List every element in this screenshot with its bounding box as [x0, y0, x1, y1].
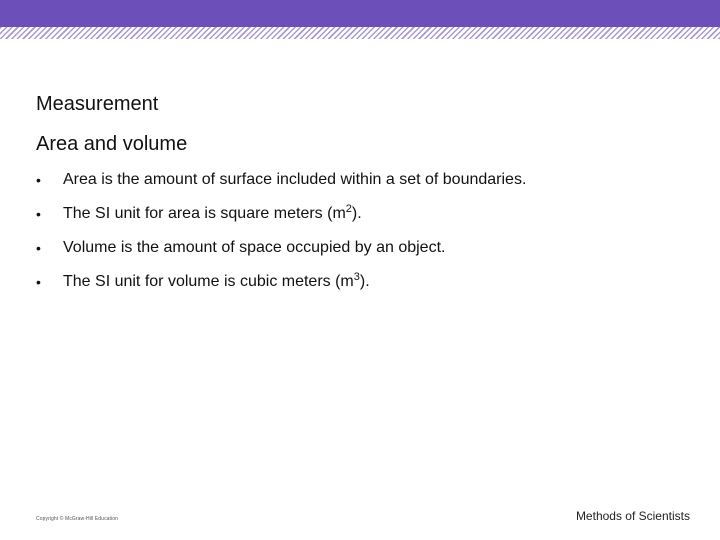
bullet-item — [36, 236, 676, 270]
bullet-text: The SI unit for volume is cubic meters $(m^3)$. — [63, 271, 370, 290]
section-label: Methods of Scientists — [575, 509, 690, 523]
bullet-icon: • — [36, 240, 41, 256]
bullet-item — [36, 270, 676, 304]
bullet-icon: • — [36, 206, 41, 222]
header-bar — [0, 0, 720, 27]
slide-subtitle: Area and volume — [36, 133, 188, 155]
bullet-icon: • — [36, 172, 41, 188]
bullet-item — [36, 168, 676, 202]
header-hatch-pattern — [0, 27, 720, 39]
copyright-notice: Copyright © McGraw-Hill Education — [36, 516, 119, 522]
bullet-icon: • — [36, 274, 41, 290]
bullet-text: Area is the amount of surface included within a set of boundaries. — [63, 171, 527, 188]
bullet-text: Volume is the amount of space occupied by an object. — [63, 239, 446, 256]
superscript: 2 — [345, 203, 352, 215]
bullet-list — [36, 168, 676, 304]
slide-title: Measurement — [36, 93, 159, 115]
bullet-item — [36, 202, 676, 236]
superscript: 3 — [353, 271, 360, 283]
bullet-text: The SI unit for area is square meters $(m^2)$. — [63, 203, 362, 222]
